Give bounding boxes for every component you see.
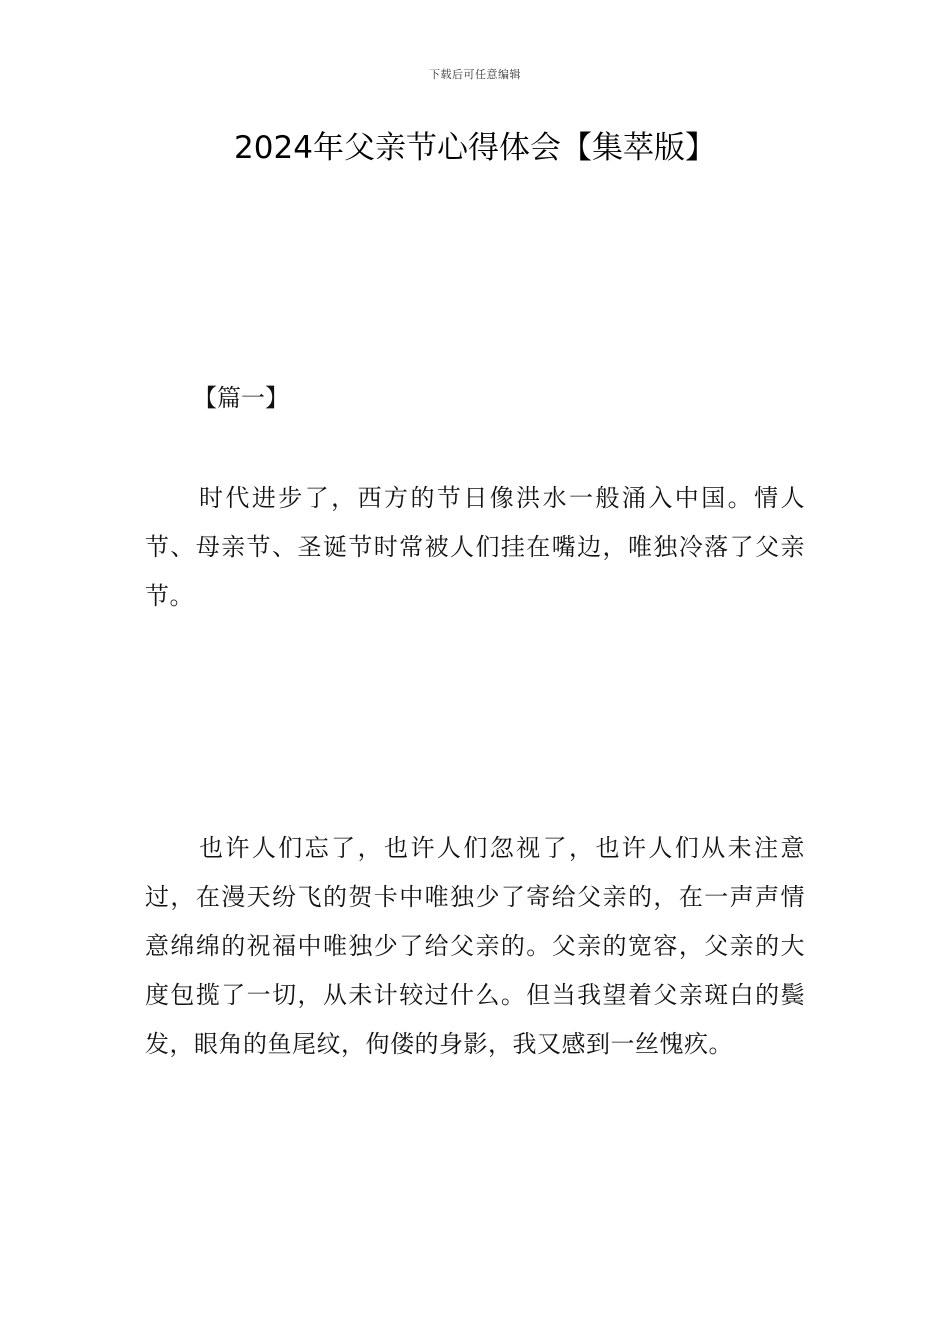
document-title: 2024年父亲节心得体会【集萃版】 [234, 130, 716, 166]
header-note: 下载后可任意编辑 [429, 68, 521, 81]
section-label: 【篇一】 [193, 384, 289, 412]
paragraph-2: 也许人们忘了，也许人们忽视了，也许人们从未注意过，在漫天纷飞的贺卡中唯独少了寄给父亲的，在一声声情意绵绵的祝福中唯独少了给父亲的。父亲的宽容，父亲的大度包揽了一切，从未计较过什么。但当我望着父亲斑白的鬓发，眼角的鱼尾纹，佝偻的身影，我又感到一丝愧疚。 [145, 834, 805, 1058]
paragraph-1: 时代进步了，西方的节日像洪水一般涌入中国。情人节、母亲节、圣诞节时常被人们挂在嘴边，唯独冷落了父亲节。 [145, 484, 805, 610]
